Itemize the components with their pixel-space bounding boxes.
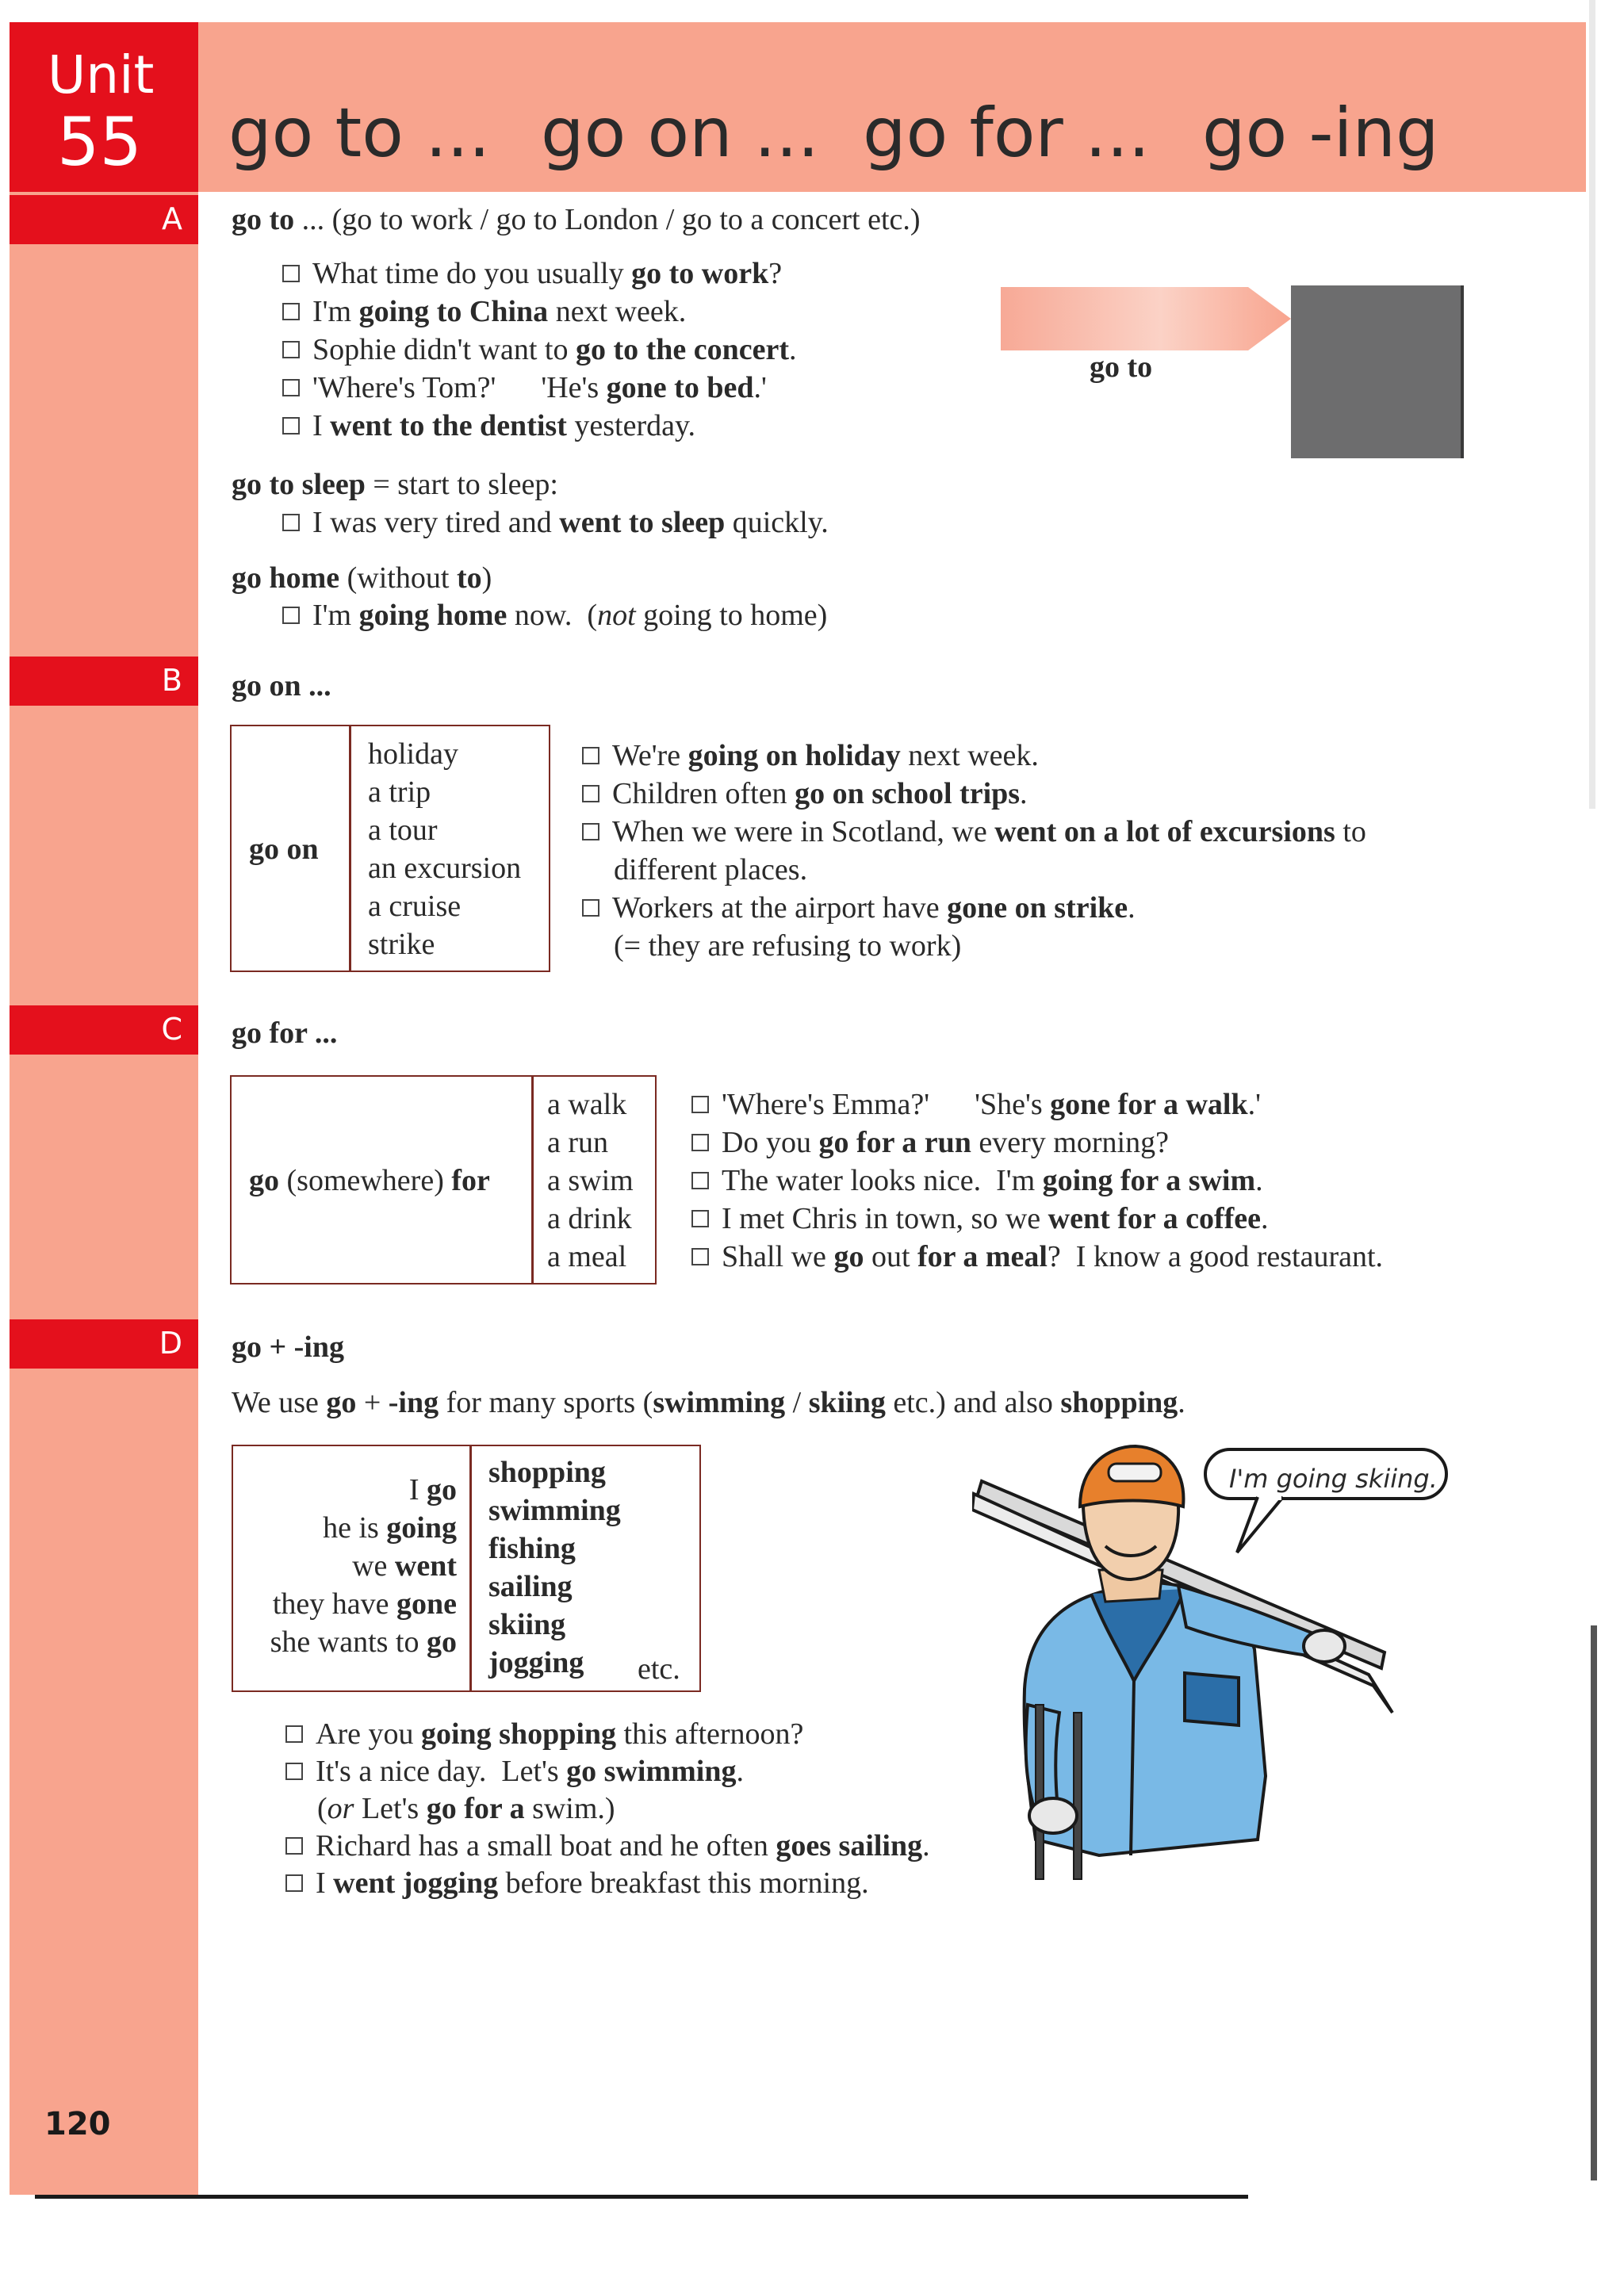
bullet-square-icon (285, 1763, 303, 1780)
go-ing-table (232, 1445, 701, 1692)
list-item: Children often go on school trips. (582, 779, 1366, 817)
section-marker-b: B (10, 657, 198, 706)
list-item: Shall we go out for a meal? I know a good restaurant. (691, 1242, 1383, 1280)
bullet-square-icon (282, 341, 300, 358)
title-go-to: go to ... (228, 94, 491, 173)
list-item: I went to the dentist yesterday. (282, 411, 797, 449)
table-etc: etc. (638, 1652, 680, 1686)
section-d-intro: We use go + -ing for many sports (swimming / skiing etc.) and also shopping. (232, 1386, 1185, 1419)
table-left-cell: go (somewhere) for (249, 1164, 490, 1197)
list-item: What time do you usually go to work? (282, 258, 797, 297)
section-c-examples (691, 1089, 1383, 1280)
section-d-examples (285, 1719, 930, 1905)
table-cell: sailing (488, 1570, 573, 1603)
go-for-table (230, 1075, 657, 1284)
list-item: 'Where's Emma?' 'She's gone for a walk.' (691, 1089, 1383, 1128)
arrow-label: go to (1090, 350, 1153, 384)
table-divider (469, 1446, 472, 1690)
section-d-heading: go + -ing (232, 1330, 344, 1364)
section-b-heading: go on ... (232, 669, 331, 703)
page-number: 120 (44, 2106, 111, 2142)
section-marker-a: A (10, 195, 198, 244)
left-margin-band (10, 22, 198, 2195)
list-item: It's a nice day. Let's go swimming. (285, 1756, 930, 1794)
list-item: I met Chris in town, so we went for a coffee. (691, 1204, 1383, 1242)
bullet-square-icon (582, 899, 599, 917)
bullet-square-icon (282, 514, 300, 531)
title-go-on: go on ... (541, 94, 820, 173)
page-edge (1591, 1625, 1597, 2180)
activity-column (488, 1457, 621, 1686)
list-item: 'Where's Tom?' 'He's gone to bed.' (282, 373, 797, 411)
bullet-square-icon (282, 417, 300, 435)
list-item-cont: different places. (614, 853, 808, 886)
list-item: Richard has a small boat and he often goes sailing. (285, 1831, 930, 1868)
list-item: When we were in Scotland, we went on a lot of excursions to (582, 817, 1366, 855)
table-cell: a meal (547, 1240, 627, 1273)
bullet-square-icon (582, 747, 599, 764)
table-cell: we went (352, 1549, 457, 1583)
subject-column (233, 1475, 457, 1665)
bullet-square-icon (691, 1248, 709, 1265)
list-item-cont: (or Let's go for a swim.) (317, 1792, 615, 1825)
section-marker-c: C (10, 1005, 198, 1055)
page-edge (1589, 0, 1595, 809)
unit-label: Unit (48, 44, 155, 105)
bullet-square-icon (285, 1725, 303, 1743)
table-cell: fishing (488, 1532, 576, 1565)
speech-bubble (1194, 1445, 1456, 1564)
table-cell: a tour (368, 814, 438, 847)
table-divider (531, 1077, 534, 1283)
list-item-cont: (= they are refusing to work) (614, 929, 962, 963)
table-cell: a trip (368, 775, 431, 809)
table-cell: jogging (488, 1646, 584, 1679)
table-cell: a swim (547, 1164, 634, 1197)
table-cell: I go (408, 1473, 457, 1507)
bullet-square-icon (582, 823, 599, 840)
bullet-square-icon (282, 265, 300, 282)
bullet-square-icon (282, 607, 300, 624)
door-box (1291, 285, 1464, 458)
table-cell: an excursion (368, 852, 522, 885)
table-cell: a run (547, 1126, 609, 1159)
bullet-square-icon (691, 1210, 709, 1227)
table-cell: a walk (547, 1088, 627, 1121)
section-b-examples (582, 741, 1366, 969)
table-cell: he is going (323, 1511, 457, 1545)
list-item: Sophie didn't want to go to the concert. (282, 335, 797, 373)
section-marker-d: D (10, 1319, 198, 1369)
table-cell: a cruise (368, 890, 462, 923)
list-item: Do you go for a run every morning? (691, 1128, 1383, 1166)
table-cell: skiing (488, 1608, 566, 1641)
section-c-heading: go for ... (232, 1016, 338, 1050)
bullet-square-icon (282, 303, 300, 320)
table-left-cell: go on (249, 833, 319, 866)
go-home-heading: go home (without to) (232, 561, 492, 595)
title-go-ing: go -ing (1202, 94, 1439, 173)
speech-text: I'm going skiing. (1229, 1464, 1438, 1494)
bullet-square-icon (691, 1172, 709, 1189)
list-item: We're going on holiday next week. (582, 741, 1366, 779)
section-a-examples (282, 258, 797, 449)
bullet-square-icon (582, 785, 599, 802)
bullet-square-icon (691, 1096, 709, 1113)
go-on-table (230, 725, 550, 972)
title-go-for: go for ... (863, 94, 1151, 173)
bottom-rule (35, 2195, 1248, 2199)
list-item: I was very tired and went to sleep quickly. (282, 507, 829, 538)
go-to-sleep-heading: go to sleep = start to sleep: (232, 468, 558, 501)
bullet-square-icon (691, 1134, 709, 1151)
table-cell: they have gone (272, 1587, 457, 1621)
table-cell: she wants to go (270, 1625, 457, 1659)
list-item: Are you going shopping this afternoon? (285, 1719, 930, 1756)
section-a-heading: go to ... (go to work / go to London / go to a concert etc.) (232, 203, 921, 236)
list-item: Workers at the airport have gone on strike. (582, 893, 1366, 931)
table-cell: shopping (488, 1456, 606, 1489)
bullet-square-icon (285, 1837, 303, 1855)
list-item: I went jogging before breakfast this morning. (285, 1868, 930, 1905)
list-item: I'm going home now. (not going to home) (282, 600, 827, 630)
unit-badge (10, 22, 198, 192)
table-divider (349, 726, 351, 971)
bullet-square-icon (285, 1874, 303, 1892)
table-cell: a drink (547, 1202, 632, 1235)
bullet-square-icon (282, 379, 300, 396)
table-cell: holiday (368, 737, 458, 771)
table-cell: swimming (488, 1494, 621, 1527)
table-cell: strike (368, 928, 435, 961)
list-item: The water looks nice. I'm going for a swim. (691, 1166, 1383, 1204)
list-item: I'm going to China next week. (282, 297, 797, 335)
unit-number: 55 (57, 103, 142, 181)
